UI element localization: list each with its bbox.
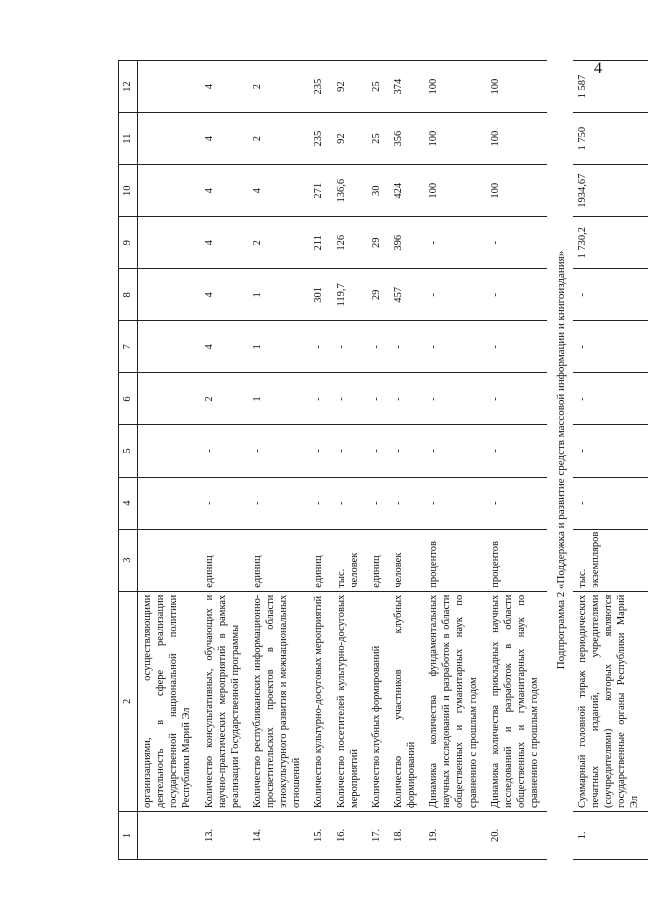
value-cell: 2 [248,61,310,113]
unit-of-measure [138,529,200,591]
column-header: 4 [119,477,138,529]
value-cell: 235 [309,61,331,113]
unit-of-measure: тыс. человек [332,529,367,591]
column-header: 6 [119,373,138,425]
value-cell: - [309,425,331,477]
table-row [367,61,389,860]
table-row [424,61,486,860]
value-cell: - [486,321,548,373]
table-row [309,61,331,860]
value-cell: - [367,425,389,477]
value-cell [138,217,200,269]
value-cell: 2 [200,373,248,425]
subprogram-heading-row [547,61,573,860]
value-cell: 1 750 [573,113,648,165]
indicator-name: организациями, осуществляющими деятельность в сфере реализации государственной национальной политики Республики Марий Эл [138,591,200,811]
value-cell: - [309,321,331,373]
value-cell: 100 [486,165,548,217]
value-cell: 92 [332,113,367,165]
table-row [332,61,367,860]
indicator-name: Количество участников клубных формирований [389,591,424,811]
row-number [138,811,200,859]
value-cell: - [424,373,486,425]
value-cell: - [424,269,486,321]
table-row [248,61,310,860]
table-row [200,61,248,860]
column-header: 9 [119,217,138,269]
value-cell: - [424,217,486,269]
value-cell: 25 [367,61,389,113]
value-cell: - [332,477,367,529]
value-cell: 29 [367,269,389,321]
value-cell: 1 [248,321,310,373]
value-cell: 4 [248,165,310,217]
value-cell: - [367,373,389,425]
indicator-name: Динамика количества прикладных научных исследований и разработок в области общественных и гуманитарных наук по сравнению с прошлым годом [486,591,548,811]
value-cell: - [573,321,648,373]
value-cell: - [486,269,548,321]
value-cell: 457 [389,269,424,321]
value-cell: 235 [309,113,331,165]
row-number: 14. [248,811,310,859]
value-cell: - [389,477,424,529]
column-header: 12 [119,61,138,113]
row-number: 13. [200,811,248,859]
value-cell: 1 587 [573,61,648,113]
table-row [573,61,648,860]
unit-of-measure: процентов [486,529,548,591]
value-cell: - [367,477,389,529]
value-cell: 4 [200,269,248,321]
value-cell: - [573,373,648,425]
value-cell: - [424,477,486,529]
value-cell: 4 [200,217,248,269]
value-cell [138,61,200,113]
row-number: 1. [573,811,648,859]
row-number: 18. [389,811,424,859]
indicator-name: Количество консультативных, обучающих и научно-практических мероприятий в рамках реализации Государственной программы [200,591,248,811]
value-cell: 1 730,2 [573,217,648,269]
value-cell: 1 [248,269,310,321]
indicators-table [118,60,648,860]
value-cell: - [367,321,389,373]
column-header: 11 [119,113,138,165]
unit-of-measure: единиц [367,529,389,591]
table-row [486,61,548,860]
value-cell: 100 [486,61,548,113]
column-header: 8 [119,269,138,321]
value-cell: 4 [200,165,248,217]
row-number: 15. [309,811,331,859]
value-cell: 119,7 [332,269,367,321]
column-header: 5 [119,425,138,477]
value-cell: - [248,477,310,529]
row-number: 20. [486,811,548,859]
value-cell: - [200,425,248,477]
indicator-name: Количество культурно-досуговых мероприятий [309,591,331,811]
value-cell: - [486,373,548,425]
value-cell: - [573,477,648,529]
value-cell: - [332,373,367,425]
unit-of-measure: единиц [200,529,248,591]
unit-of-measure: тыс. экземпляров [573,529,648,591]
indicator-name: Количество посетителей культурно-досуговых мероприятий [332,591,367,811]
rotated-table-area [118,60,641,860]
value-cell: 356 [389,113,424,165]
value-cell: - [309,477,331,529]
value-cell: 211 [309,217,331,269]
unit-of-measure: человек [389,529,424,591]
value-cell: - [486,217,548,269]
column-header: 10 [119,165,138,217]
value-cell: 30 [367,165,389,217]
value-cell: - [332,321,367,373]
value-cell [138,373,200,425]
value-cell: 100 [424,165,486,217]
value-cell [138,165,200,217]
unit-of-measure: процентов [424,529,486,591]
indicator-name: Динамика количества фундаментальных научных исследований и разработок в области общественных и гуманитарных наук по сравнению с прошлым годом [424,591,486,811]
value-cell: 4 [200,321,248,373]
value-cell: - [389,373,424,425]
column-header: 7 [119,321,138,373]
indicator-name: Количество клубных формирований [367,591,389,811]
table-header [119,61,138,860]
row-number: 16. [332,811,367,859]
value-cell: - [200,477,248,529]
value-cell [138,425,200,477]
value-cell: - [424,425,486,477]
value-cell: 424 [389,165,424,217]
value-cell [138,269,200,321]
value-cell: - [389,321,424,373]
value-cell: - [486,477,548,529]
value-cell: - [389,425,424,477]
value-cell: 100 [424,61,486,113]
table-row [389,61,424,860]
value-cell: 301 [309,269,331,321]
value-cell [138,321,200,373]
value-cell: 2 [248,217,310,269]
value-cell: - [573,425,648,477]
row-number: 17. [367,811,389,859]
value-cell: 374 [389,61,424,113]
value-cell: 1 [248,373,310,425]
table-row [138,61,200,860]
row-number: 19. [424,811,486,859]
value-cell: 100 [486,113,548,165]
value-cell: 4 [200,113,248,165]
value-cell [138,477,200,529]
value-cell: 100 [424,113,486,165]
page-number: 4 [594,60,602,77]
value-cell: 271 [309,165,331,217]
value-cell: 2 [248,113,310,165]
unit-of-measure: единиц [248,529,310,591]
value-cell: 1934,67 [573,165,648,217]
value-cell: 29 [367,217,389,269]
value-cell: 396 [389,217,424,269]
value-cell: - [424,321,486,373]
value-cell: - [309,373,331,425]
column-header: 2 [119,591,138,811]
value-cell: 4 [200,61,248,113]
indicator-name: Суммарный головной тираж периодических печатных изданий, учредителями (соучредителями) которых являются государственные органы Республики Марий Эл [573,591,648,811]
table-body [138,61,648,860]
value-cell: 136,6 [332,165,367,217]
value-cell: - [332,425,367,477]
unit-of-measure: единиц [309,529,331,591]
value-cell [138,113,200,165]
subprogram-heading: Подпрограмма 2 «Поддержка и развитие средств массовой информации и книгоиздания» [555,250,568,670]
value-cell: - [573,269,648,321]
value-cell: - [248,425,310,477]
value-cell: 126 [332,217,367,269]
indicator-name: Количество республиканских информационно-просветительских проектов в области этнокультурного развития и межнациональных отношений [248,591,310,811]
value-cell: - [486,425,548,477]
column-header: 3 [119,529,138,591]
value-cell: 92 [332,61,367,113]
column-header: 1 [119,811,138,859]
value-cell: 25 [367,113,389,165]
